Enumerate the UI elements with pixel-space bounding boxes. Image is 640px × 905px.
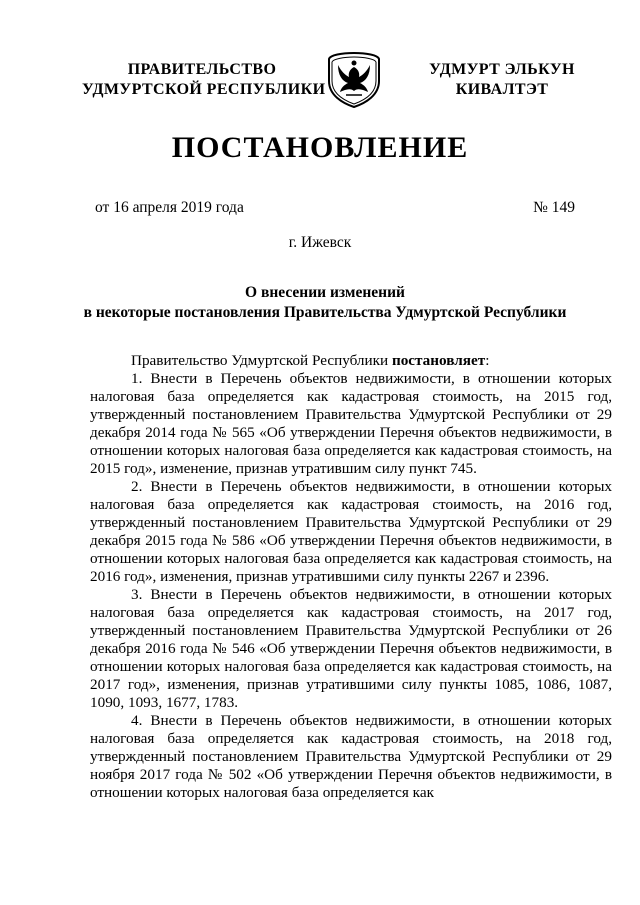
- document-type-title: ПОСТАНОВЛЕНИЕ: [171, 131, 469, 164]
- document-city: г. Ижевск: [288, 234, 352, 251]
- document-date: от 16 апреля 2019 года: [95, 199, 244, 216]
- subject-title-line-2: в некоторые постановления Правительства Удмуртской Республики: [83, 304, 567, 321]
- subject-title-line-1: О внесении изменений: [245, 284, 405, 301]
- document-subject-title: [60, 283, 590, 323]
- document-body: [90, 352, 612, 802]
- header-right-line-2: КИВАЛТЭТ: [455, 81, 549, 98]
- udmurt-coat-of-arms-icon: [326, 51, 382, 109]
- header-right-line-1: УДМУРТ ЭЛЬКУН: [429, 61, 575, 78]
- body-paragraph-4: 4. Внести в Перечень объектов недвижимости, в отношении которых налоговая база определяется как кадастровая стоимость, на 2018 год, утвержденный постановлением Правительства Удмуртской Республики от 29 ноября 2017 года № 502 «Об утверждении Перечня объектов недвижимости, в отношении которых налоговая база определяется как: [90, 712, 612, 801]
- document-number: № 149: [533, 199, 575, 216]
- header-left-line-2: УДМУРТСКОЙ РЕСПУБЛИКИ: [82, 81, 326, 98]
- header-right-org: [412, 60, 592, 100]
- header-left-org: [82, 60, 326, 100]
- intro-verb: постановляет: [391, 352, 486, 369]
- body-paragraph-1: 1. Внести в Перечень объектов недвижимости, в отношении которых налоговая база определяется как кадастровая стоимость, на 2015 год, утвержденный постановлением Правительства Удмуртской Республики от 29 декабря 2014 года № 565 «Об утверждении Перечня объектов недвижимости, в отношении которых налоговая база определяется как кадастровая стоимость, на 2015 год», изменение, признав утратившим силу пункт 745.: [90, 370, 612, 477]
- body-paragraph-3: 3. Внести в Перечень объектов недвижимости, в отношении которых налоговая база определяется как кадастровая стоимость, на 2017 год, утвержденный постановлением Правительства Удмуртской Республики от 26 декабря 2016 года № 546 «Об утверждении Перечня объектов недвижимости, в отношении которых налоговая база определяется как кадастровая стоимость, на 2017 год», изменения, признав утратившими силу пункты 1085, 1086, 1087, 1090, 1093, 1677, 1783.: [90, 586, 612, 711]
- header-left-line-1: ПРАВИТЕЛЬСТВО: [127, 61, 277, 78]
- intro-paragraph: [90, 352, 612, 370]
- intro-subject: Правительство Удмуртской Республики: [131, 352, 392, 369]
- intro-colon: :: [485, 352, 490, 369]
- body-paragraph-2: 2. Внести в Перечень объектов недвижимости, в отношении которых налоговая база определяется как кадастровая стоимость, на 2016 год, утвержденный постановлением Правительства Удмуртской Республики от 29 декабря 2015 года № 586 «Об утверждении Перечня объектов недвижимости, в отношении которых налоговая база определяется как кадастровая стоимость, на 2016 год», изменения, признав утратившими силу пункты 2267 и 2396.: [90, 478, 612, 585]
